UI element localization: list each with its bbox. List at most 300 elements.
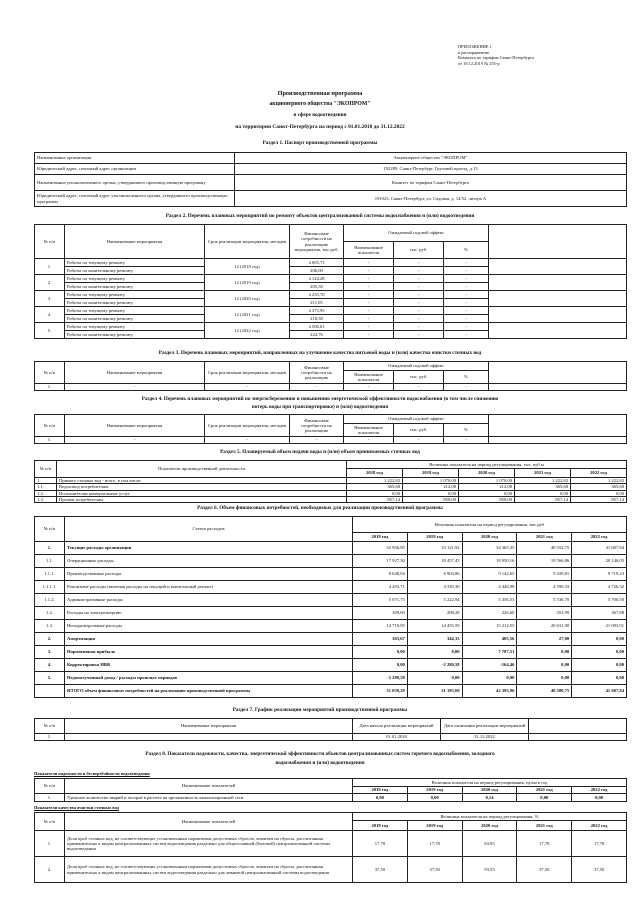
header-cell: № п/п bbox=[35, 415, 65, 437]
header-cell: Величина показателя на период регулирования, % bbox=[353, 813, 627, 821]
table-row bbox=[35, 307, 627, 315]
year-header: 2018 год bbox=[353, 787, 408, 794]
header-cell: Срок реализации мероприятия, месяцев bbox=[205, 225, 290, 259]
cell: 5 222,94 bbox=[407, 594, 462, 607]
cell: 40 580,75 bbox=[517, 685, 572, 698]
header-cell: Наименование показателей bbox=[65, 779, 353, 794]
cell: 4. bbox=[35, 307, 65, 323]
table-row bbox=[35, 659, 627, 672]
table-row bbox=[35, 542, 627, 555]
section-4-title-line1: Раздел 4. Перечень плановых мероприятий по энергосбережению и повышению энергетической эффективности водоснабжения (в том числе снижению bbox=[141, 396, 499, 402]
cell: - bbox=[394, 307, 444, 315]
header-cell-empty bbox=[529, 719, 627, 734]
cell: 0,00 bbox=[571, 490, 627, 496]
repair-table bbox=[34, 224, 627, 339]
appendix-line: от 18.12.2019 № 255-р bbox=[458, 60, 500, 66]
cell-empty bbox=[529, 734, 627, 741]
table-row bbox=[35, 323, 627, 331]
table-row bbox=[35, 813, 627, 821]
cell: 1.1. bbox=[35, 484, 57, 490]
cell: 205,50 bbox=[290, 283, 344, 291]
cell: 218,38 bbox=[290, 315, 344, 323]
cell: 0,00 bbox=[347, 490, 403, 496]
cell: 17,78 bbox=[353, 831, 408, 857]
cell: 31.12.2022 bbox=[441, 734, 529, 741]
cell: - bbox=[65, 384, 205, 391]
table-row bbox=[35, 719, 627, 734]
header-cell: Наименование показателей bbox=[65, 813, 353, 831]
cell: Работы по текущему ремонту bbox=[65, 275, 205, 283]
volume-table bbox=[34, 460, 627, 503]
cell: 405,56 bbox=[462, 633, 517, 646]
cell: 363,67 bbox=[353, 633, 408, 646]
cell: Неподконтрольные расходы bbox=[65, 620, 353, 633]
cell: - bbox=[290, 384, 344, 391]
cell: 8 904,86 bbox=[407, 568, 462, 581]
year-header: 2021 год bbox=[517, 787, 572, 794]
cell: - bbox=[444, 307, 489, 315]
header-cell: Наименование мероприятия bbox=[65, 719, 353, 734]
cell: 858,00 bbox=[459, 496, 515, 502]
cell: 0,00 bbox=[517, 646, 572, 659]
header-cell: Финансовые потребности на реализацию bbox=[290, 362, 344, 384]
cell: 15 212,55 bbox=[462, 620, 517, 633]
cell: 2. bbox=[35, 857, 65, 883]
cell: 37,50 bbox=[572, 857, 627, 883]
table-row bbox=[35, 437, 627, 444]
reliability-subheading: Показатели надежности и бесперебойности водоотведения bbox=[34, 771, 150, 776]
cell: 7 787,51 bbox=[462, 646, 517, 659]
header-cell-empty bbox=[489, 415, 627, 437]
cell: 12 (2020 год) bbox=[205, 291, 290, 307]
cell: Расходы на электроэнергию bbox=[65, 607, 353, 620]
cell-empty bbox=[489, 259, 627, 275]
table-row bbox=[35, 175, 627, 191]
cell: 31 039,29 bbox=[353, 685, 408, 698]
cell: - bbox=[444, 315, 489, 323]
cell: 0,00 bbox=[407, 646, 462, 659]
cell: Акционерное общество "ЭКОПРОМ" bbox=[235, 153, 627, 164]
year-header: 2019 год bbox=[407, 821, 462, 831]
cell-empty bbox=[489, 323, 627, 339]
cell: - bbox=[444, 384, 489, 391]
year-header: 2018 год bbox=[353, 821, 408, 831]
year-header: 2021 год bbox=[517, 821, 572, 831]
cell: 1. bbox=[35, 831, 65, 857]
cell: 3. bbox=[35, 291, 65, 307]
cell: 3. bbox=[35, 646, 65, 659]
cell: 1.2. bbox=[35, 607, 65, 620]
year-header: 2020 год bbox=[459, 469, 515, 478]
cell: 17,78 bbox=[572, 831, 627, 857]
cell: 32 956,95 bbox=[353, 542, 408, 555]
table-row bbox=[35, 225, 627, 242]
finance-table bbox=[34, 516, 627, 698]
cell: 0,00 bbox=[353, 646, 408, 659]
cell: 9 719,23 bbox=[572, 568, 627, 581]
cell: Комитет по тарифам Санкт-Петербурга bbox=[235, 175, 627, 191]
cell: 5. bbox=[35, 323, 65, 339]
cell: 1.3. bbox=[35, 496, 57, 502]
cell: 0,00 bbox=[462, 672, 517, 685]
year-header: 2018 год bbox=[353, 533, 408, 542]
cell: 206,00 bbox=[290, 267, 344, 275]
section-8-title-line2: водоснабжения и (или) водоотведения bbox=[275, 760, 365, 766]
cell: 4 005,71 bbox=[290, 259, 344, 267]
cell: 367,88 bbox=[572, 607, 627, 620]
year-header: 2022 год bbox=[572, 787, 627, 794]
cell: 0,00 bbox=[572, 659, 627, 672]
header-cell: тыс. руб. bbox=[394, 371, 444, 384]
table-row bbox=[35, 568, 627, 581]
cell: 21 093,91 bbox=[572, 620, 627, 633]
cell: Удельное количество аварий и засоров в расчете на протяженность канализационной сети bbox=[65, 794, 353, 802]
energy-table bbox=[34, 414, 627, 444]
cell: 34 365,35 bbox=[462, 542, 517, 555]
cell: 20 631,90 bbox=[517, 620, 572, 633]
table-row bbox=[35, 672, 627, 685]
cell: 18 950,16 bbox=[462, 555, 517, 568]
cell: 191023, Санкт-Петербург, ул. Садовая, д. 14/52, литера А bbox=[235, 191, 627, 207]
cell: 1 222,82 bbox=[515, 478, 571, 484]
cell: - bbox=[444, 323, 489, 331]
cell: - bbox=[344, 315, 394, 323]
appendix-block bbox=[458, 44, 628, 66]
cell: Недополученный доход / расходы прошлых периодов bbox=[65, 672, 353, 685]
cell: 4. bbox=[35, 659, 65, 672]
cell: Принято сточных вод - всего, в том числе: bbox=[57, 478, 347, 484]
schedule-table bbox=[34, 718, 627, 741]
doc-subtitle-period: на территории Санкт-Петербурга на период с 01.01.2018 до 31.12.2022 bbox=[235, 124, 405, 130]
header-cell: тыс. руб. bbox=[394, 242, 444, 259]
header-cell: Величина показателя на период регулирования, ед/км в год bbox=[353, 779, 627, 787]
cell: -2 280,58 bbox=[353, 672, 408, 685]
header-cell: № п/п bbox=[35, 225, 65, 259]
cell: 1 070,00 bbox=[403, 478, 459, 484]
cell: 9 142,65 bbox=[462, 568, 517, 581]
cell: 208,28 bbox=[407, 607, 462, 620]
cell: - bbox=[344, 283, 394, 291]
table-row bbox=[35, 461, 627, 469]
cell: 1. bbox=[35, 734, 65, 741]
cell: 37,50 bbox=[407, 857, 462, 883]
cell: Доля проб сточных вод, не соответствующих установленным нормативам допустимых сбросов, лимитам на сбросы, рассчитанная применительно к видам централизованных систем водоотведения раздельно для ливневой централизованной системы водоотведения bbox=[65, 857, 353, 883]
cell-empty bbox=[35, 685, 65, 698]
cell: Водоотвод потребителям bbox=[57, 484, 347, 490]
cell: Работы по текущему ремонту bbox=[65, 323, 205, 331]
cell: 1. bbox=[35, 478, 57, 484]
cell: 20 146,05 bbox=[572, 555, 627, 568]
reliability-table bbox=[34, 778, 627, 802]
header-cell: Срок реализации мероприятия, месяцев bbox=[205, 415, 290, 437]
cell: 4 373,95 bbox=[290, 307, 344, 315]
header-cell: Наименование показателя bbox=[344, 242, 394, 259]
cell: Работы по текущему ремонту bbox=[65, 291, 205, 299]
cell: 0,00 bbox=[572, 794, 627, 802]
year-header: 2019 год bbox=[407, 787, 462, 794]
cell: 17,78 bbox=[517, 831, 572, 857]
cell: Работы по капитальному ремонту bbox=[65, 283, 205, 291]
cell: 4 124,28 bbox=[290, 275, 344, 283]
cell: 857,14 bbox=[347, 496, 403, 502]
cell: Наименование уполномоченного органа, утвердившего производственную программу bbox=[35, 175, 235, 191]
cell: Производственные расходы bbox=[65, 568, 353, 581]
cell: - bbox=[444, 275, 489, 283]
cell: 0,00 bbox=[353, 659, 408, 672]
cell: 4 726,32 bbox=[572, 581, 627, 594]
header-cell: % bbox=[444, 242, 489, 259]
header-cell: № п/п bbox=[35, 779, 65, 794]
cell: 1.1.1.1. bbox=[35, 581, 65, 594]
cell: 0,00 bbox=[407, 672, 462, 685]
cell: 8 648,04 bbox=[353, 568, 408, 581]
cell: 37,50 bbox=[353, 857, 408, 883]
table-row bbox=[35, 857, 627, 883]
cell: 12 (2022 год) bbox=[205, 323, 290, 339]
cell: 12 (2018 год) bbox=[205, 259, 290, 275]
year-header: 2022 год bbox=[572, 533, 627, 542]
year-header: 2021 год bbox=[515, 469, 571, 478]
wastewater-quality-table bbox=[34, 812, 627, 883]
cell: Работы по капитальному ремонту bbox=[65, 299, 205, 307]
cell: 19 566,86 bbox=[517, 555, 572, 568]
cell: 224,76 bbox=[290, 331, 344, 339]
cell: - bbox=[444, 267, 489, 275]
header-cell: Ожидаемый годовой эффект bbox=[344, 415, 489, 424]
cell: - bbox=[290, 437, 344, 444]
cell: 4 590,33 bbox=[517, 581, 572, 594]
header-cell: Ожидаемый годовой эффект bbox=[344, 225, 489, 242]
cell: 0,14 bbox=[462, 794, 517, 802]
cell: - bbox=[344, 384, 394, 391]
cell: 0,00 bbox=[572, 646, 627, 659]
table-row bbox=[35, 384, 627, 391]
header-cell: % bbox=[444, 371, 489, 384]
cell: Работы по капитальному ремонту bbox=[65, 315, 205, 323]
cell: 12 (2021 год) bbox=[205, 307, 290, 323]
passport-table bbox=[34, 152, 627, 207]
quality-table bbox=[34, 361, 627, 391]
table-row bbox=[35, 275, 627, 283]
cell: 5 356,53 bbox=[462, 594, 517, 607]
year-header: 2020 год bbox=[462, 533, 517, 542]
cell: - bbox=[65, 437, 205, 444]
cell: 1. bbox=[35, 384, 65, 391]
header-cell: Показатели производственной деятельности bbox=[57, 461, 347, 478]
cell: 14 455,59 bbox=[407, 620, 462, 633]
cell: 4 203,71 bbox=[353, 581, 408, 594]
header-cell: Дата окончания реализации мероприятий bbox=[441, 719, 529, 734]
cell-empty bbox=[489, 291, 627, 307]
cell: -164,46 bbox=[462, 659, 517, 672]
cell: 4 235,70 bbox=[290, 291, 344, 299]
cell: - bbox=[344, 307, 394, 315]
cell: ИТОГО объем финансовых потребностей на реализацию производственной программы bbox=[65, 685, 353, 698]
cell: 0,00 bbox=[572, 672, 627, 685]
appendix-line: ПРИЛОЖЕНИЕ 1 bbox=[458, 44, 492, 49]
section-2-title: Раздел 2. Перечень плановых мероприятий по ремонту объектов централизованной системы водоснабжения и (или) водоотведения bbox=[165, 213, 475, 219]
cell: 33 121,92 bbox=[407, 542, 462, 555]
cell: 37,50 bbox=[517, 857, 572, 883]
cell: 353,99 bbox=[517, 607, 572, 620]
cell: Административные расходы bbox=[65, 594, 353, 607]
cell: 14 719,95 bbox=[353, 620, 408, 633]
cell-empty bbox=[65, 734, 353, 741]
cell: -2 280,58 bbox=[407, 659, 462, 672]
cell: 309,60 bbox=[353, 607, 408, 620]
year-header: 2020 год bbox=[462, 787, 517, 794]
cell: 1. bbox=[35, 259, 65, 275]
cell: - bbox=[394, 384, 444, 391]
cell: 17,78 bbox=[407, 831, 462, 857]
header-cell-empty bbox=[489, 362, 627, 384]
cell: 211,05 bbox=[290, 299, 344, 307]
year-header: 2020 год bbox=[462, 821, 517, 831]
cell: 1 222,82 bbox=[571, 478, 627, 484]
cell: Текущие расходы организации bbox=[65, 542, 353, 555]
cell: 1 222,82 bbox=[347, 478, 403, 484]
table-row bbox=[35, 594, 627, 607]
cell: - bbox=[394, 267, 444, 275]
cell: - bbox=[344, 331, 394, 339]
section-1-title: Раздел 1. Паспорт производственной программы bbox=[262, 140, 378, 146]
table-row bbox=[35, 164, 627, 175]
cell: - bbox=[394, 275, 444, 283]
doc-subtitle-sphere: в сфере водоотведения bbox=[293, 112, 347, 118]
cell: 0,00 bbox=[407, 794, 462, 802]
cell: - bbox=[394, 323, 444, 331]
table-row bbox=[35, 620, 627, 633]
cell: 1. bbox=[35, 542, 65, 555]
header-cell: Финансовые потребности на реализацию мероприятия, тыс.руб. bbox=[290, 225, 344, 259]
doc-subtitle-org: акционерного общества "ЭКОПРОМ" bbox=[269, 101, 371, 107]
cell-empty bbox=[489, 275, 627, 291]
table-row bbox=[35, 779, 627, 787]
header-cell: № п/п bbox=[35, 813, 65, 831]
table-row bbox=[35, 517, 627, 533]
cell: 12 (2019 год) bbox=[205, 275, 290, 291]
table-row bbox=[35, 607, 627, 620]
header-cell: Ожидаемый годовой эффект bbox=[344, 362, 489, 371]
cell: 1.1. bbox=[35, 555, 65, 568]
header-cell: Статьи расходов bbox=[65, 517, 353, 542]
cell: 1.1.1. bbox=[35, 568, 65, 581]
cell: 4 330,30 bbox=[407, 581, 462, 594]
cell: 9 439,81 bbox=[517, 568, 572, 581]
header-cell: Величина показателя на период регулирования, тыс. куб.м bbox=[347, 461, 627, 469]
cell: 93,55 bbox=[462, 857, 517, 883]
header-cell: № п/п bbox=[35, 517, 65, 542]
cell: 0,00 bbox=[517, 794, 572, 802]
table-row bbox=[35, 555, 627, 568]
cell: Корректировка НВВ bbox=[65, 659, 353, 672]
cell: 0,00 bbox=[459, 490, 515, 496]
cell: 5 700,50 bbox=[572, 594, 627, 607]
year-header: 2018 год bbox=[347, 469, 403, 478]
cell: Доля проб сточных вод, не соответствующих установленным нормативам допустимых сбросов, лимитам на сбросы, рассчитанная применительно к видам централизованных систем водоотведения раздельно для общесплавной (бытовой) централизованной системы водоотведения bbox=[65, 831, 353, 857]
cell: 40 552,75 bbox=[517, 542, 572, 555]
header-cell: Финансовые потребности на реализацию bbox=[290, 415, 344, 437]
cell: 0,00 bbox=[517, 659, 572, 672]
header-cell: Наименование мероприятия bbox=[65, 415, 205, 437]
cell: 1. bbox=[35, 437, 65, 444]
table-row bbox=[35, 191, 627, 207]
cell: - bbox=[205, 384, 290, 391]
cell: - bbox=[205, 437, 290, 444]
cell: Работы по текущему ремонту bbox=[65, 307, 205, 315]
year-header: 2019 год bbox=[403, 469, 459, 478]
header-cell: тыс. руб. bbox=[394, 424, 444, 437]
table-row bbox=[35, 581, 627, 594]
cell: 63,95 bbox=[462, 831, 517, 857]
cell: 2. bbox=[35, 633, 65, 646]
cell: Наименование организации bbox=[35, 153, 235, 164]
cell: 4 446,98 bbox=[462, 581, 517, 594]
cell: 1. bbox=[35, 794, 65, 802]
cell: - bbox=[394, 437, 444, 444]
cell: 0,00 bbox=[515, 490, 571, 496]
header-cell: Дата начала реализации мероприятий bbox=[353, 719, 441, 734]
cell: - bbox=[344, 437, 394, 444]
cell: Исполнителям коммунальных услуг bbox=[57, 490, 347, 496]
cell: - bbox=[344, 299, 394, 307]
table-row bbox=[35, 259, 627, 267]
cell: Юридический адрес, почтовый адрес организации bbox=[35, 164, 235, 175]
cell: Прочим потребителям bbox=[57, 496, 347, 502]
appendix-line: к распоряжению bbox=[458, 49, 489, 55]
cell: 0,00 bbox=[353, 794, 408, 802]
cell: Юридический адрес, почтовый адрес уполномоченного органа, утвердившего производственную программу bbox=[35, 191, 235, 207]
cell: 192289, Санкт-Петербург, Грузовой проезд, д.13 bbox=[235, 164, 627, 175]
header-cell: № п/п bbox=[35, 461, 57, 478]
cell: - bbox=[394, 283, 444, 291]
cell: - bbox=[444, 291, 489, 299]
header-cell-empty bbox=[489, 225, 627, 259]
cell: 1.2. bbox=[35, 490, 57, 496]
table-row bbox=[35, 153, 627, 164]
cell: 42 393,96 bbox=[462, 685, 517, 698]
table-row bbox=[35, 646, 627, 659]
cell: - bbox=[344, 275, 394, 283]
header-cell: № п/п bbox=[35, 362, 65, 384]
cell: 27,00 bbox=[517, 633, 572, 646]
cell: 41 607,84 bbox=[572, 542, 627, 555]
cell: 212,00 bbox=[403, 484, 459, 490]
cell: - bbox=[394, 259, 444, 267]
cell: - bbox=[444, 259, 489, 267]
cell: - bbox=[394, 331, 444, 339]
table-row bbox=[35, 496, 627, 502]
cell: - bbox=[444, 331, 489, 339]
table-row bbox=[35, 633, 627, 646]
section-3-title: Раздел 3. Перечень плановых мероприятий, направленных на улучшение качества питьевой воды и (или) качества очистки сточных вод bbox=[158, 350, 482, 356]
section-5-title: Раздел 5. Планируемый объем подачи воды и (или) объем принимаемых сточных вод bbox=[220, 449, 420, 455]
cell: - bbox=[394, 315, 444, 323]
cell: 212,00 bbox=[459, 484, 515, 490]
cell: Нормативная прибыль bbox=[65, 646, 353, 659]
cell: - bbox=[444, 437, 489, 444]
cell: 0,00 bbox=[403, 490, 459, 496]
cell: 17 927,30 bbox=[353, 555, 408, 568]
quality-subheading: Показатели качества очистки сточных вод bbox=[34, 805, 119, 810]
cell: 0,00 bbox=[517, 672, 572, 685]
table-row bbox=[35, 362, 627, 371]
cell: 18 457,45 bbox=[407, 555, 462, 568]
table-row bbox=[35, 685, 627, 698]
cell: 365,68 bbox=[571, 484, 627, 490]
section-8-title-line1: Раздел 8. Показатели надежности, качества, энергетической эффективности объектов централизованных систем горячего водоснабжения, холодного bbox=[145, 751, 495, 757]
section-7-title: Раздел 7. График реализации мероприятий производственной программы bbox=[232, 707, 408, 713]
